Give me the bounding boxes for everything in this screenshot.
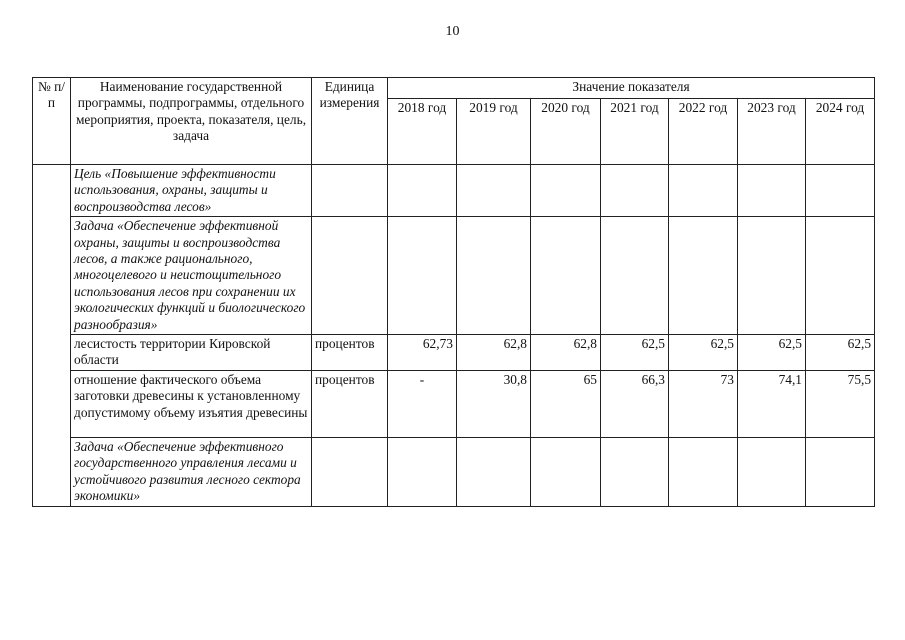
row-value (457, 437, 531, 506)
table-row (33, 370, 875, 437)
row-name: Задача «Обеспечение эффективного государственного управления лесами и устойчивого развития лесного сектора экономики» (71, 437, 312, 506)
header-year: 2020 год (531, 99, 601, 165)
row-value: 75,5 (806, 370, 875, 437)
row-value (601, 217, 669, 335)
row-value (669, 165, 738, 217)
table-row (33, 165, 875, 217)
row-unit (312, 437, 388, 506)
row-value: 65 (531, 370, 601, 437)
row-value (457, 217, 531, 335)
row-name: отношение фактического объема заготовки древесины к установленному допустимому объему изъятия древесины (71, 370, 312, 437)
row-value (738, 217, 806, 335)
row-value (669, 437, 738, 506)
header-row-1 (33, 78, 875, 99)
row-unit (312, 217, 388, 335)
row-name: лесистость территории Кировской области (71, 335, 312, 371)
row-value: 62,5 (738, 335, 806, 371)
header-year: 2019 год (457, 99, 531, 165)
row-value (738, 165, 806, 217)
row-value (806, 165, 875, 217)
row-value (388, 165, 457, 217)
row-value: 62,5 (601, 335, 669, 371)
row-value (669, 217, 738, 335)
header-col-unit: Единица измерения (312, 78, 388, 165)
table-row (33, 217, 875, 335)
row-number-cell (33, 165, 71, 507)
row-value: 62,5 (806, 335, 875, 371)
row-value (531, 217, 601, 335)
row-unit: процентов (312, 335, 388, 371)
row-value (388, 437, 457, 506)
row-value: 62,73 (388, 335, 457, 371)
header-col-no: № п/п (33, 78, 71, 165)
table-row (33, 437, 875, 506)
header-col-name: Наименование государственной программы, подпрограммы, отдельного мероприятия, проекта, показателя, цель, задача (71, 78, 312, 165)
header-year: 2022 год (669, 99, 738, 165)
row-value: 62,5 (669, 335, 738, 371)
header-year: 2024 год (806, 99, 875, 165)
row-value (806, 217, 875, 335)
row-value (806, 437, 875, 506)
row-value: 62,8 (531, 335, 601, 371)
page-number: 10 (445, 24, 460, 39)
header-year: 2021 год (601, 99, 669, 165)
header-year: 2023 год (738, 99, 806, 165)
header-year: 2018 год (388, 99, 457, 165)
row-value: - (388, 370, 457, 437)
row-value: 30,8 (457, 370, 531, 437)
row-value (738, 437, 806, 506)
row-value: 73 (669, 370, 738, 437)
row-name: Цель «Повышение эффективности использования, охраны, защиты и воспроизводства лесов» (71, 165, 312, 217)
row-value: 66,3 (601, 370, 669, 437)
row-value (531, 165, 601, 217)
row-value (601, 165, 669, 217)
row-unit (312, 165, 388, 217)
row-name: Задача «Обеспечение эффективной охраны, защиты и воспроизводства лесов, а также рационального, многоцелевого и неистощительного использования лесов при сохранении их экологических функций и биологического разнообразия» (71, 217, 312, 335)
row-value (531, 437, 601, 506)
row-value: 62,8 (457, 335, 531, 371)
row-unit: процентов (312, 370, 388, 437)
indicators-table (32, 77, 875, 507)
row-value (457, 165, 531, 217)
header-col-values: Значение показателя (388, 78, 875, 99)
row-value (388, 217, 457, 335)
row-value: 74,1 (738, 370, 806, 437)
row-value (601, 437, 669, 506)
table-row (33, 335, 875, 371)
